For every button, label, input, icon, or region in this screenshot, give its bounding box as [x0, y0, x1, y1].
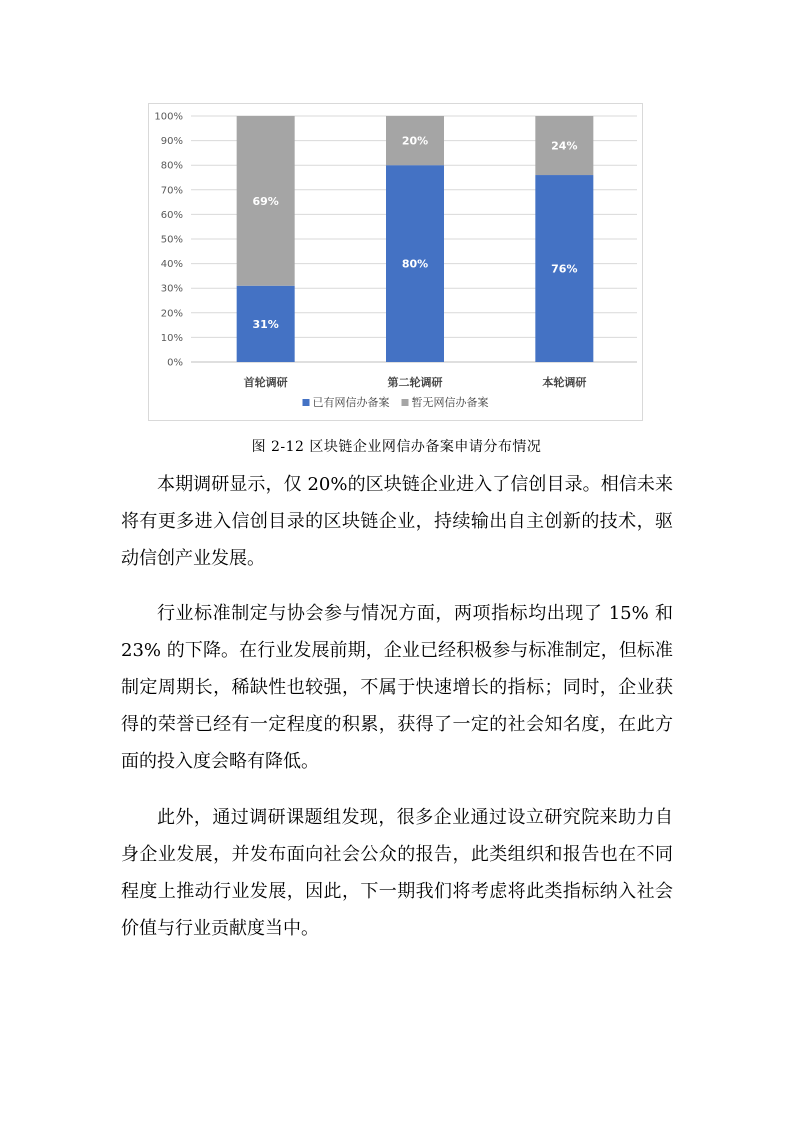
x-tick-label: 本轮调研	[542, 376, 587, 389]
x-tick-label: 第二轮调研	[387, 376, 443, 389]
legend-swatch	[303, 399, 310, 406]
legend-label: 暂无网信办备案	[411, 396, 489, 409]
y-tick-label: 40%	[160, 259, 183, 271]
y-tick-label: 0%	[167, 357, 183, 369]
data-label: 24%	[551, 139, 578, 153]
data-label: 20%	[401, 134, 429, 148]
y-tick-label: 60%	[160, 209, 183, 221]
chart-frame	[148, 103, 643, 421]
data-label: 76%	[551, 262, 578, 276]
y-tick-label: 50%	[160, 234, 183, 246]
stacked-bar-chart	[149, 104, 644, 422]
y-tick-label: 10%	[160, 332, 183, 344]
legend-label: 已有网信办备案	[312, 396, 390, 409]
y-tick-label: 30%	[160, 283, 183, 295]
y-tick-label: 90%	[160, 136, 183, 148]
y-tick-label: 80%	[160, 160, 183, 172]
paragraph-1: 本期调研显示，仅 20%的区块链企业进入了信创目录。相信未来将有更多进入信创目录的区块链企业，持续输出自主创新的技术，驱动信创产业发展。	[121, 474, 673, 569]
data-label: 31%	[252, 317, 279, 331]
y-tick-label: 100%	[154, 111, 183, 123]
paragraph-2: 行业标准制定与协会参与情况方面，两项指标均出现了 15% 和 23% 的下降。在行业发展前期，企业已经积极参与标准制定，但标准制定周期长，稀缺性也较强，不属于快速增长的指标；同时，企业获得的荣誉已经有一定程度的积累，获得了一定的社会知名度，在此方面的投入度会略有降低。	[121, 603, 673, 772]
data-label: 80%	[401, 257, 429, 271]
paragraph-3: 此外，通过调研课题组发现，很多企业通过设立研究院来助力自身企业发展，并发布面向社会公众的报告，此类组织和报告也在不同程度上推动行业发展，因此，下一期我们将考虑将此类指标纳入社会价值与行业贡献度当中。	[121, 807, 673, 939]
x-tick-label: 首轮调研	[243, 376, 288, 389]
legend-swatch	[402, 399, 409, 406]
y-tick-label: 20%	[160, 308, 183, 320]
data-label: 69%	[252, 194, 279, 208]
figure-caption: 图 2-12 区块链企业网信办备案申请分布情况	[251, 439, 542, 455]
y-tick-label: 70%	[160, 185, 183, 197]
